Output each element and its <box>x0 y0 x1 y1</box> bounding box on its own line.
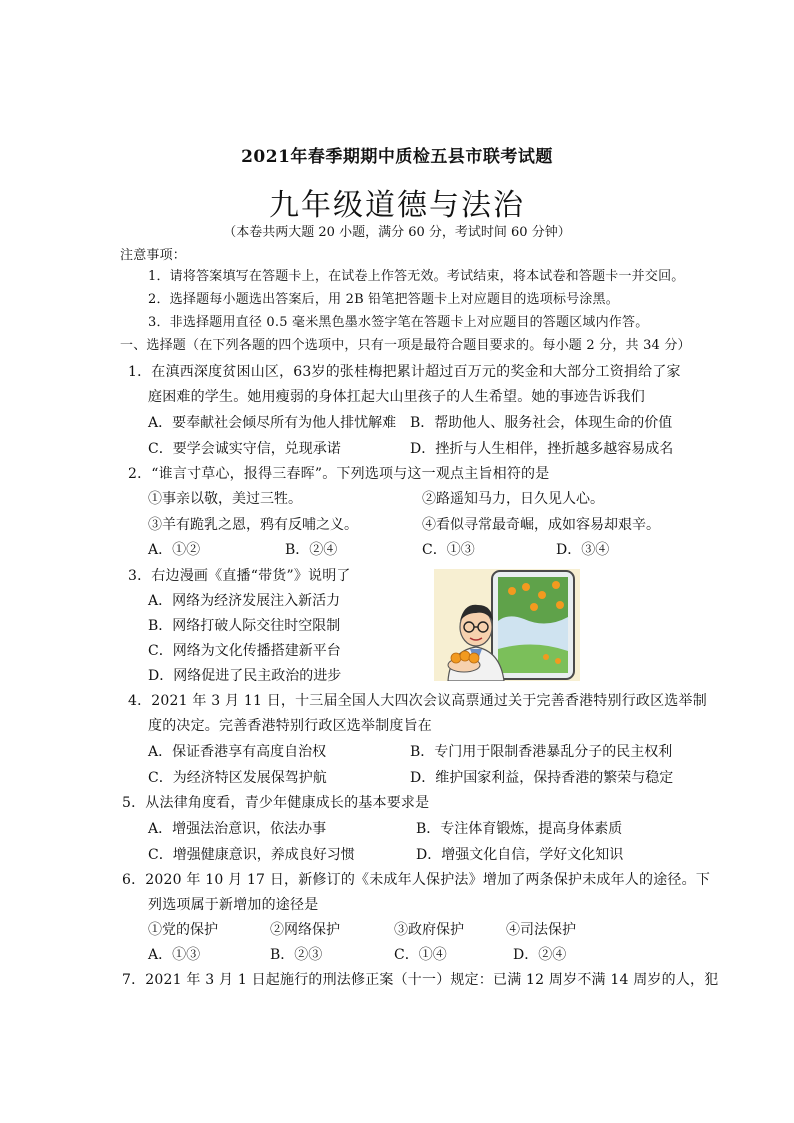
question-2-option-a: A．①② <box>148 542 201 558</box>
question-5-option-b: B．专注体育锻炼，提高身体素质 <box>416 821 623 837</box>
livestream-cartoon-image <box>434 569 580 681</box>
question-2-option-b: B．②④ <box>285 542 338 558</box>
question-5-option-a: A．增强法治意识，依法办事 <box>148 821 327 837</box>
question-4-stem-cont: 度的决定。完善香港特别行政区选举制度旨在 <box>148 718 432 734</box>
question-6-statement-3: ③政府保护 <box>394 922 464 938</box>
question-3-option-c: C．网络为文化传播搭建新平台 <box>148 643 341 659</box>
question-1-option-a: A．要奉献社会倾尽所有为他人排忧解难 <box>148 415 397 431</box>
question-6-stem-cont: 列选项属于新增加的途径是 <box>148 897 319 913</box>
question-6-option-a: A．①③ <box>148 947 201 963</box>
question-2-statement-4: ④看似寻常最奇崛，成如容易却艰辛。 <box>422 517 660 533</box>
question-3-option-a: A．网络为经济发展注入新活力 <box>148 593 341 609</box>
question-2-option-c: C．①③ <box>422 542 475 558</box>
question-3-stem: 3．右边漫画《直播“带货”》说明了 <box>128 568 351 584</box>
instructions-heading: 注意事项： <box>120 248 187 263</box>
question-4-option-d: D．维护国家利益，保持香港的繁荣与稳定 <box>410 770 674 786</box>
question-5-option-c: C．增强健康意识，养成良好习惯 <box>148 847 355 863</box>
section-heading: 一、选择题（在下列各题的四个选项中，只有一项是最符合题目要求的。每小题 2 分，共 34 分） <box>120 338 691 353</box>
question-6-stem: 6．2020 年 10 月 17 日，新修订的《未成年人保护法》增加了两条保护未成年人的途径。下 <box>122 872 711 888</box>
question-4-option-a: A．保证香港享有高度自治权 <box>148 744 327 760</box>
question-4-option-c: C．为经济特区发展保驾护航 <box>148 770 327 786</box>
subject-title: 九年级道德与法治 <box>269 188 525 223</box>
question-6-option-b: B．②③ <box>270 947 323 963</box>
question-4-stem: 4．2021 年 3 月 11 日，十三届全国人大四次会议高票通过关于完善香港特别行政区选举制 <box>128 693 707 709</box>
question-2-statement-1: ①事亲以敬，美过三牲。 <box>148 491 302 507</box>
question-7-stem: 7．2021 年 3 月 1 日起施行的刑法修正案（十一）规定：已满 12 周岁不满 14 周岁的人，犯 <box>122 972 719 988</box>
question-6-option-c: C．①④ <box>394 947 447 963</box>
question-5-stem: 5．从法律角度看，青少年健康成长的基本要求是 <box>122 795 430 811</box>
question-6-statement-2: ②网络保护 <box>270 922 340 938</box>
instruction-item: 1．请将答案填写在答题卡上，在试卷上作答无效。考试结束，将本试卷和答题卡一并交回。 <box>148 269 685 284</box>
exam-note: （本卷共两大题 20 小题，满分 60 分，考试时间 60 分钟） <box>223 225 571 240</box>
instruction-item: 2．选择题每小题选出答案后，用 2B 铅笔把答题卡上对应题目的选项标号涂黑。 <box>148 292 619 307</box>
question-3-option-b: B．网络打破人际交往时空限制 <box>148 618 341 634</box>
question-1-option-d: D．挫折与人生相伴，挫折越多越容易成名 <box>410 441 674 457</box>
question-6-statement-1: ①党的保护 <box>148 922 218 938</box>
question-6-option-d: D．②④ <box>513 947 567 963</box>
question-2-stem: 2．“谁言寸草心，报得三春晖”。下列选项与这一观点主旨相符的是 <box>128 466 550 482</box>
question-1-option-b: B．帮助他人、服务社会，体现生命的价值 <box>410 415 673 431</box>
question-2-option-d: D．③④ <box>556 542 610 558</box>
question-6-statement-4: ④司法保护 <box>506 922 576 938</box>
exam-title: 2021年春季期期中质检五县市联考试题 <box>241 147 553 167</box>
question-4-option-b: B．专门用于限制香港暴乱分子的民主权利 <box>410 744 673 760</box>
question-1-stem: 1．在滇西深度贫困山区，63岁的张桂梅把累计超过百万元的奖金和大部分工资捐给了家 <box>128 364 681 380</box>
question-5-option-d: D．增强文化自信，学好文化知识 <box>416 847 624 863</box>
instruction-item: 3．非选择题用直径 0.5 毫米黑色墨水签字笔在答题卡上对应题目的答题区域内作答。 <box>148 315 649 330</box>
question-1-stem-cont: 庭困难的学生。她用瘦弱的身体扛起大山里孩子的人生希望。她的事迹告诉我们 <box>148 389 645 405</box>
question-2-statement-2: ②路遥知马力，日久见人心。 <box>422 491 604 507</box>
question-1-option-c: C．要学会诚实守信，兑现承诺 <box>148 441 341 457</box>
question-2-statement-3: ③羊有跪乳之恩，鸦有反哺之义。 <box>148 517 358 533</box>
question-3-option-d: D．网络促进了民主政治的进步 <box>148 668 342 684</box>
